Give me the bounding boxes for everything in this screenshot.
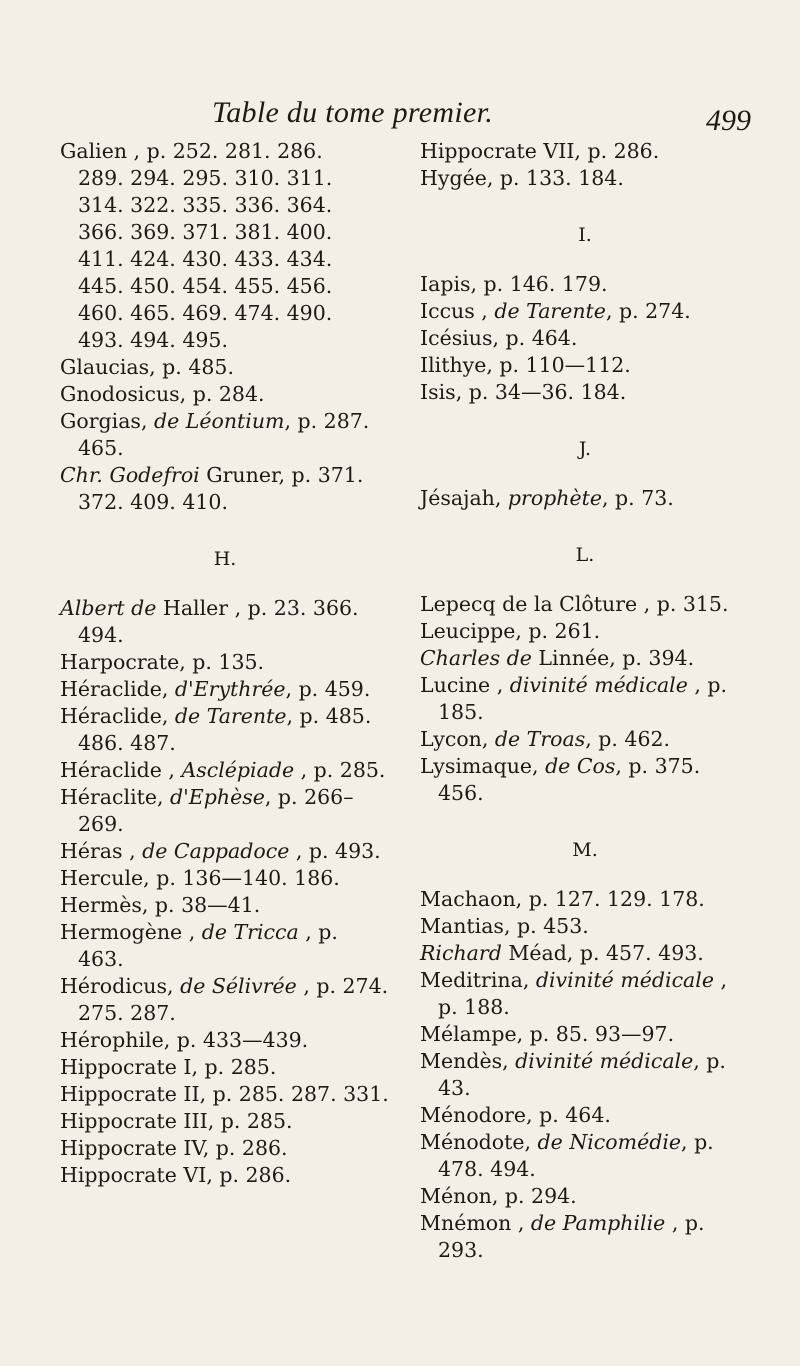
index-entry: Leucippe, p. 261. bbox=[420, 619, 601, 643]
index-entry: Albert de Haller , p. 23. 366. 494. bbox=[60, 596, 359, 647]
index-entry: Lysimaque, de Cos, p. 375. 456. bbox=[420, 754, 701, 805]
page-number: 499 bbox=[706, 104, 751, 137]
index-entry: Jésajah, prophète, p. 73. bbox=[420, 486, 674, 510]
index-group-i bbox=[420, 271, 750, 406]
index-entry: Mantias, p. 453. bbox=[420, 914, 589, 938]
section-heading-l: L. bbox=[575, 544, 595, 566]
index-entry: Lycon, de Troas, p. 462. bbox=[420, 727, 671, 751]
index-entry: Lepecq de la Clôture , p. 315. bbox=[420, 592, 729, 616]
index-entry: Hercule, p. 136—140. 186. bbox=[60, 866, 340, 890]
index-entry: Hippocrate IV, p. 286. bbox=[60, 1136, 288, 1160]
index-entry: Héraclide , Asclépiade , p. 285. bbox=[60, 758, 386, 782]
index-entry: Hermès, p. 38—41. bbox=[60, 893, 261, 917]
index-column-left bbox=[60, 138, 390, 1189]
index-group-h bbox=[60, 595, 390, 1189]
index-entry: Iccus , de Tarente, p. 274. bbox=[420, 299, 691, 323]
section-heading-i: I. bbox=[578, 224, 592, 246]
index-entry: Héras , de Cappadoce , p. 493. bbox=[60, 839, 381, 863]
index-entry: Gnodosicus, p. 284. bbox=[60, 382, 265, 406]
index-entry: Glaucias, p. 485. bbox=[60, 355, 234, 379]
index-entry: Icésius, p. 464. bbox=[420, 326, 578, 350]
index-column-right bbox=[420, 138, 750, 1264]
index-group-m bbox=[420, 886, 750, 1264]
index-entry: Mnémon , de Pamphilie , p. 293. bbox=[420, 1211, 705, 1262]
index-entry: Hippocrate III, p. 285. bbox=[60, 1109, 293, 1133]
index-entry: Hérodicus, de Sélivrée , p. 274. 275. 287. bbox=[60, 974, 389, 1025]
index-entry: Chr. Godefroi Gruner, p. 371. 372. 409. 410. bbox=[60, 463, 364, 514]
index-entry: Mélampe, p. 85. 93—97. bbox=[420, 1022, 675, 1046]
index-entry: Héraclide, d'Erythrée, p. 459. bbox=[60, 677, 371, 701]
index-entry: Lucine , divinité médicale , p. 185. bbox=[420, 673, 728, 724]
index-group-g bbox=[60, 354, 390, 516]
index-entry: Héraclide, de Tarente, p. 485. 486. 487. bbox=[60, 704, 372, 755]
section-heading-h: H. bbox=[213, 548, 237, 570]
index-entry: Mendès, divinité médicale, p. 43. bbox=[420, 1049, 726, 1100]
index-group-h-continued bbox=[420, 138, 750, 192]
index-entry: Hippocrate I, p. 285. bbox=[60, 1055, 277, 1079]
index-entry: Richard Méad, p. 457. 493. bbox=[420, 941, 704, 965]
index-entry: Hippocrate VI, p. 286. bbox=[60, 1163, 292, 1187]
index-entry: Iapis, p. 146. 179. bbox=[420, 272, 608, 296]
index-entry: Hérophile, p. 433—439. bbox=[60, 1028, 309, 1052]
index-entry: Hermogène , de Tricca , p. 463. bbox=[60, 920, 338, 971]
index-group-l bbox=[420, 591, 750, 807]
index-entry: Isis, p. 34—36. 184. bbox=[420, 380, 627, 404]
index-entry: Machaon, p. 127. 129. 178. bbox=[420, 887, 705, 911]
index-entry: Héraclite, d'Ephèse, p. 266–269. bbox=[60, 785, 354, 836]
running-title: Table du tome premier. bbox=[212, 96, 494, 129]
index-group-j bbox=[420, 485, 750, 512]
section-heading-m: M. bbox=[572, 839, 598, 861]
index-entry: Hippocrate II, p. 285. 287. 331. bbox=[60, 1082, 389, 1106]
index-entry: Hygée, p. 133. 184. bbox=[420, 166, 624, 190]
index-entry: Ménon, p. 294. bbox=[420, 1184, 577, 1208]
section-heading-j: J. bbox=[578, 438, 592, 460]
index-entry: Gorgias, de Léontium, p. 287. 465. bbox=[60, 409, 370, 460]
index-entry: Harpocrate, p. 135. bbox=[60, 650, 265, 674]
index-entry: Ménodote, de Nicomédie, p. 478. 494. bbox=[420, 1130, 714, 1181]
index-entry: Hippocrate VII, p. 286. bbox=[420, 139, 660, 163]
index-entry: Ménodore, p. 464. bbox=[420, 1103, 611, 1127]
index-entry-galien: Galien , p. 252. 281. 286. 289. 294. 295. 310. 311. 314. 322. 335. 336. 364. 366. 369. 371. 381. 400. 411. 424. 430. 433. 434. 445. 450. 454. 455. 456. 460. 465. 469. 474. 490. 493. 494. 495. bbox=[60, 139, 333, 352]
index-entry: Charles de Linnée, p. 394. bbox=[420, 646, 695, 670]
index-entry: Meditrina, divinité médicale , p. 188. bbox=[420, 968, 728, 1019]
index-entry: Ilithye, p. 110—112. bbox=[420, 353, 631, 377]
